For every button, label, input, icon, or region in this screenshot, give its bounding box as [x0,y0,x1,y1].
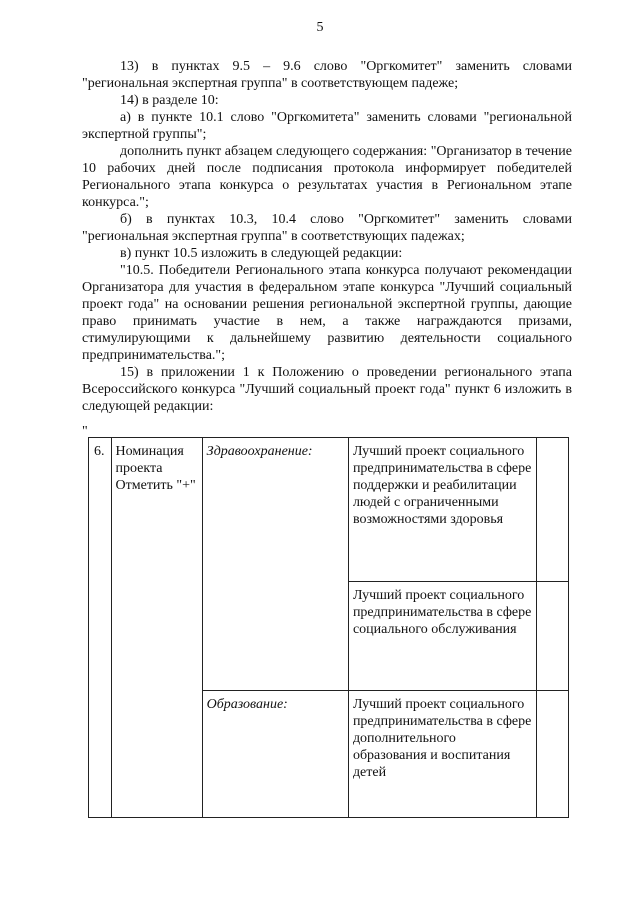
mark-cell[interactable] [537,691,569,818]
nomination-item-rehabilitation: Лучший проект социального предпринимательства в сфере поддержки и реабилитации людей с ограниченными возможностями здоровья [348,438,536,582]
paragraph-14v: в) пункт 10.5 изложить в следующей редакции: [120,246,403,261]
document-body [82,58,572,415]
row-number: 6. [89,438,112,818]
paragraph-15: 15) в приложении 1 к Положению о проведении регионального этапа Всероссийского конкурса "Лучший социальный проект года" пункт 6 изложить в следующей редакции: [82,365,572,414]
paragraph-14: 14) в разделе 10: [120,93,219,108]
table-row [89,438,569,582]
paragraph-14a: а) в пункте 10.1 слово "Оргкомитета" заменить словами "региональной экспертной группы"; [82,110,572,142]
page-number: 5 [316,20,324,35]
mark-cell[interactable] [537,438,569,582]
paragraph-14a-addition: дополнить пункт абзацем следующего содержания: "Организатор в течение 10 рабочих дней после подписания протокола информирует победителей Регионального этапа конкурса о результатах участия в Региональном этапе конкурса."; [82,144,572,210]
paragraph-13: 13) в пунктах 9.5 – 9.6 слово "Оргкомитет" заменить словами "региональная экспертная группа" в соответствующем падеже; [82,59,572,91]
nomination-item-education: Лучший проект социального предпринимательства в сфере дополнительного образования и воспитания детей [348,691,536,818]
mark-cell[interactable] [537,582,569,691]
paragraph-14b: б) в пунктах 10.3, 10.4 слово "Оргкомитет" заменить словами "региональная экспертная группа" в соответствующих падежах; [82,212,572,244]
nomination-item-social-services: Лучший проект социального предпринимательства в сфере социального обслуживания [348,582,536,691]
nomination-label: Номинация проекта Отметить "+" [111,438,202,818]
field-healthcare: Здравоохранение: [202,438,348,691]
nomination-table [88,437,569,818]
field-education: Образование: [202,691,348,818]
opening-quote-mark: " [82,424,88,439]
paragraph-10-5-text: "10.5. Победители Регионального этапа конкурса получают рекомендации Организатора для участия в федеральном этапе конкурса "Лучший социальный проект года" на основании решения региональной экспертной группы, дающие право принимать участие в нем, а также награждаются призами, стимулирующими к дальнейшему развитию деятельности социального предпринимательства."; [82,263,572,363]
